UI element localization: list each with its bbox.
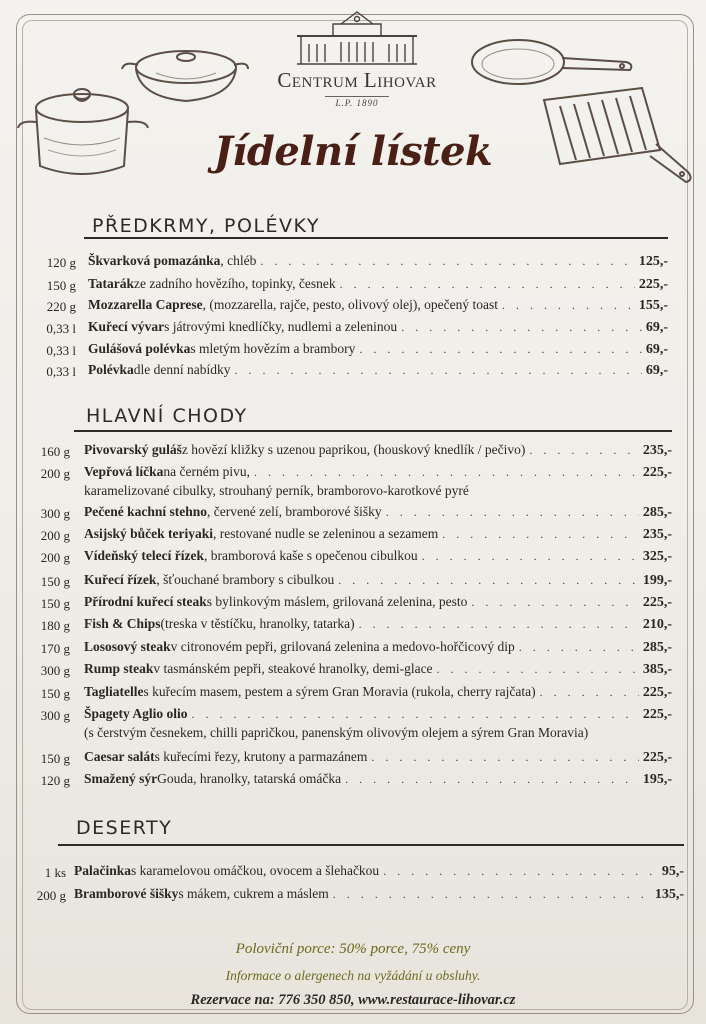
item-quantity: 1 ks	[44, 865, 66, 880]
dot-leader	[471, 595, 639, 610]
menu-item-row	[84, 526, 672, 546]
item-quantity: 300 g	[40, 506, 70, 521]
item-name: Gulášová polévka	[88, 341, 191, 356]
item-name: Polévka	[88, 362, 134, 377]
item-description: s bylinkovým máslem, grilovaná zelenina, pesto	[206, 594, 468, 609]
section-divider	[84, 237, 668, 239]
item-name: Mozzarella Caprese	[88, 297, 203, 312]
item-quantity: 120 g	[40, 773, 70, 788]
item-price: 95,-	[661, 864, 684, 879]
menu-item-row	[84, 504, 672, 524]
item-description: , šťouchané brambory s cibulkou	[156, 572, 335, 587]
dot-leader	[442, 527, 639, 542]
menu-item-row	[88, 276, 668, 296]
dot-leader	[519, 640, 639, 655]
item-description: s játrovými knedlíčky, nudlemi a zeleninou	[164, 319, 398, 334]
dot-leader	[529, 443, 639, 458]
menu-item-row	[84, 616, 672, 636]
item-price: 225,-	[638, 277, 668, 292]
item-price: 69,-	[645, 320, 668, 335]
item-name: Palačinka	[74, 863, 132, 878]
item-name: Přírodní kuřecí steak	[84, 594, 207, 609]
item-description: Gouda, hranolky, tatarská omáčka	[157, 771, 342, 786]
item-price: 225,-	[642, 707, 672, 722]
item-name: Tagliatelle	[84, 684, 144, 699]
item-price: 69,-	[645, 342, 668, 357]
section-divider	[74, 430, 672, 432]
item-description: s mákem, cukrem a máslem	[178, 886, 329, 901]
item-description: z hovězí kližky s uzenou paprikou, (houskový knedlík / pečivo)	[181, 442, 526, 457]
dot-leader	[234, 363, 641, 378]
dot-leader	[437, 662, 639, 677]
menu-item-row	[88, 297, 668, 317]
item-price: 235,-	[642, 443, 672, 458]
menu-item-row	[84, 684, 672, 704]
item-price: 225,-	[642, 685, 672, 700]
item-quantity: 170 g	[40, 641, 70, 656]
item-description: ze zadního hovězího, topinky, česnek	[134, 276, 336, 291]
section-title: DESERTY	[76, 817, 173, 839]
item-name: Špagety Aglio olio	[84, 706, 188, 721]
dot-leader	[254, 465, 639, 480]
item-description: dle denní nabídky	[133, 362, 231, 377]
item-quantity: 180 g	[40, 618, 70, 633]
item-description-continued: karamelizované cibulky, strouhaný perník, bramborovo-karotkové pyré	[84, 483, 469, 498]
item-description: s karamelovou omáčkou, ovocem a šlehačkou	[131, 863, 380, 878]
item-name: Pivovarský guláš	[84, 442, 182, 457]
item-price: 325,-	[642, 549, 672, 564]
item-quantity: 150 g	[46, 278, 76, 293]
section-divider	[58, 844, 684, 846]
menu-item-row	[88, 341, 668, 361]
menu-item-row	[84, 442, 672, 462]
item-price: 225,-	[642, 465, 672, 480]
menu-item-row	[84, 661, 672, 681]
item-description: s kuřecím masem, pestem a sýrem Gran Moravia (rukola, cherry rajčata)	[143, 684, 536, 699]
reservation-contact: Rezervace na: 776 350 850, www.restaurace-lihovar.cz	[190, 992, 516, 1008]
item-price: 235,-	[642, 527, 672, 542]
menu-item-row	[84, 771, 672, 791]
item-description: , restované nudle se zeleninou a sezamem	[213, 526, 439, 541]
menu-item-row	[84, 706, 672, 726]
item-description: (treska v těstíčku, hranolky, tatarka)	[160, 616, 355, 631]
item-quantity: 150 g	[40, 751, 70, 766]
dot-leader	[422, 549, 639, 564]
item-quantity: 300 g	[40, 663, 70, 678]
dot-leader	[383, 864, 658, 879]
menu-item-row	[84, 548, 672, 568]
item-quantity: 200 g	[40, 550, 70, 565]
dot-leader	[345, 772, 639, 787]
section-title: PŘEDKRMY, POLÉVKY	[92, 215, 320, 237]
brand-name: Centrum Lihovar	[277, 68, 437, 92]
item-price: 199,-	[642, 573, 672, 588]
dot-leader	[386, 505, 639, 520]
dot-leader	[540, 685, 639, 700]
building-logo-icon	[287, 6, 427, 68]
brand-logo	[262, 6, 452, 110]
item-description: v citronovém pepři, grilovaná zelenina a medovo-hořčicový dip	[170, 639, 515, 654]
item-name: Asijský bůček teriyaki	[84, 526, 214, 541]
item-name: Kuřecí řízek	[84, 572, 157, 587]
item-quantity: 220 g	[46, 299, 76, 314]
dot-leader	[401, 320, 642, 335]
item-price: 285,-	[642, 505, 672, 520]
dot-leader	[371, 750, 638, 765]
item-quantity: 200 g	[36, 888, 66, 903]
item-quantity: 200 g	[40, 528, 70, 543]
dot-leader	[502, 298, 635, 313]
menu-item-row	[74, 886, 684, 906]
item-description: , (mozzarella, rajče, pesto, olivový olej), opečený toast	[202, 297, 498, 312]
menu-item-row	[84, 749, 672, 769]
item-price: 125,-	[638, 254, 668, 269]
menu-item-row	[84, 464, 672, 484]
menu-item-row	[88, 253, 668, 273]
menu-item-row	[84, 639, 672, 659]
menu-item-row	[84, 594, 672, 614]
item-quantity: 120 g	[46, 255, 76, 270]
item-quantity: 150 g	[40, 574, 70, 589]
item-price: 155,-	[638, 298, 668, 313]
item-quantity: 0,33 l	[46, 321, 76, 336]
item-name: Rump steak	[84, 661, 154, 676]
dot-leader	[340, 277, 635, 292]
brand-year: L.P. 1890	[325, 96, 388, 108]
item-quantity: 150 g	[40, 596, 70, 611]
item-description: , bramborová kaše s opečenou cibulkou	[203, 548, 418, 563]
item-name: Tatarák	[88, 276, 135, 291]
item-name: Pečené kachní stehno	[84, 504, 207, 519]
item-price: 225,-	[642, 595, 672, 610]
item-quantity: 200 g	[40, 466, 70, 481]
menu-item-row	[84, 572, 672, 592]
dot-leader	[333, 887, 651, 902]
item-name: Vepřová líčka	[84, 464, 164, 479]
item-price: 195,-	[642, 772, 672, 787]
item-name: Fish & Chips	[84, 616, 161, 631]
item-name: Smažený sýr	[84, 771, 158, 786]
item-description: na černém pivu,	[163, 464, 250, 479]
item-quantity: 150 g	[40, 686, 70, 701]
item-quantity: 160 g	[40, 444, 70, 459]
item-name: Bramborové šišky	[74, 886, 179, 901]
item-price: 135,-	[654, 887, 684, 902]
casserole-illustration	[120, 35, 250, 115]
item-price: 285,-	[642, 640, 672, 655]
item-price: 210,-	[642, 617, 672, 632]
item-quantity: 0,33 l	[46, 343, 76, 358]
item-price: 385,-	[642, 662, 672, 677]
item-quantity: 0,33 l	[46, 364, 76, 379]
allergen-note: Informace o alergenech na vyžádání u obsluhy.	[225, 968, 481, 983]
item-description: s mletým hovězím a brambory	[190, 341, 356, 356]
item-description: , červené zelí, bramborové šišky	[207, 504, 382, 519]
item-name: Kuřecí vývar	[88, 319, 165, 334]
menu-title: Jídelní lístek	[213, 128, 493, 175]
item-price: 69,-	[645, 363, 668, 378]
half-portion-note: Poloviční porce: 50% porce, 75% ceny	[235, 941, 471, 957]
dot-leader	[260, 254, 634, 269]
menu-item-row	[88, 362, 668, 382]
section-title: HLAVNÍ CHODY	[86, 405, 248, 427]
dot-leader	[359, 617, 639, 632]
item-name: Škvarková pomazánka	[88, 253, 221, 268]
item-description: , chléb	[220, 253, 257, 268]
item-quantity: 300 g	[40, 708, 70, 723]
item-name: Vídeňský telecí řízek	[84, 548, 204, 563]
dot-leader	[192, 707, 639, 722]
dot-leader	[338, 573, 639, 588]
item-name: Caesar salát	[84, 749, 155, 764]
dot-leader	[359, 342, 641, 357]
menu-item-row	[88, 319, 668, 339]
item-description: v tasmánském pepři, steakové hranolky, demi-glace	[153, 661, 433, 676]
item-price: 225,-	[642, 750, 672, 765]
item-description: s kuřecími řezy, krutony a parmazánem	[154, 749, 368, 764]
menu-item-row	[74, 863, 684, 883]
item-description-continued: (s čerstvým česnekem, chilli papričkou, panenským olivovým olejem a sýrem Gran Moravia)	[84, 725, 589, 740]
item-name: Lososový steak	[84, 639, 171, 654]
